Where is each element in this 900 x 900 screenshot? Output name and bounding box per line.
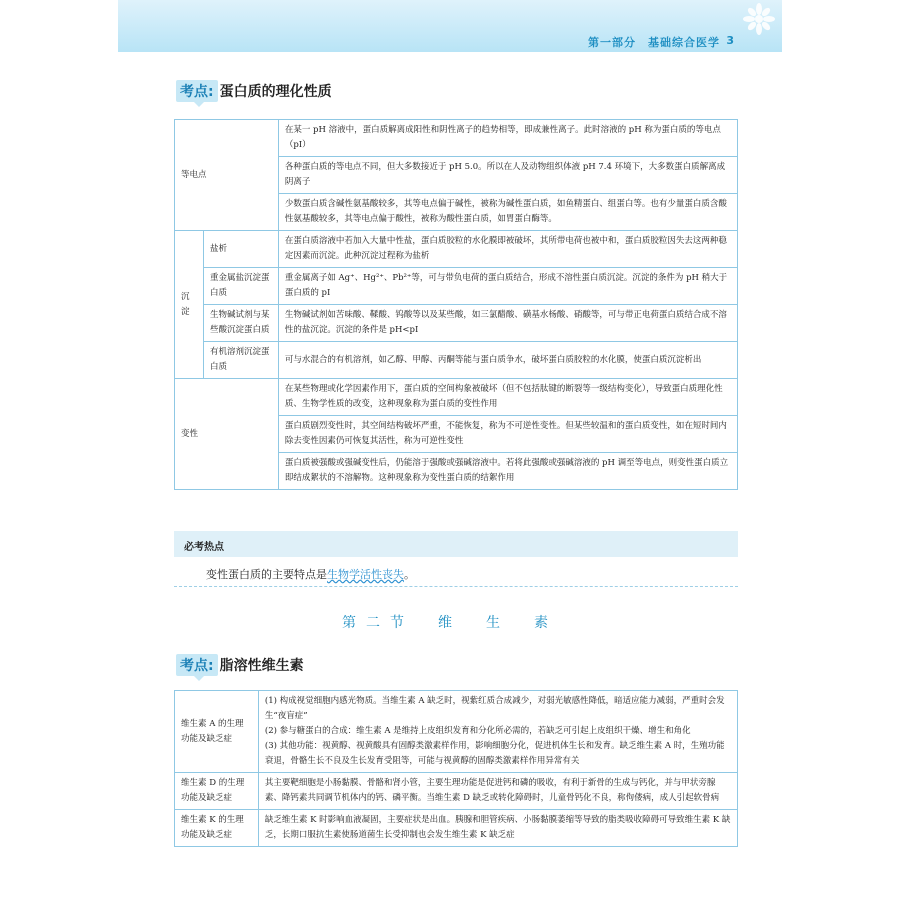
hot-answer: 生物学活性丧失	[327, 568, 404, 581]
table-row	[175, 773, 738, 810]
table-row	[175, 231, 738, 268]
category-cell: 维生素 D 的生理功能及缺乏症	[175, 773, 259, 810]
table-row	[175, 810, 738, 847]
protein-properties-table	[174, 119, 738, 490]
desc-cell: 在某些物理或化学因素作用下，蛋白质的空间构象被破坏（但不包括肽键的断裂等一级结构变化），导致蛋白质理化性质、生物学性质的改变，这种现象称为蛋白质的变性作用	[278, 379, 737, 416]
desc-cell: 少数蛋白质含碱性氨基酸较多，其等电点偏于碱性，被称为碱性蛋白质，如鱼精蛋白、组蛋白等。也有少量蛋白质含酸性氨基酸较多，其等电点偏于酸性，被称为酸性蛋白质，如胃蛋白酶等。	[278, 194, 737, 231]
page-header	[118, 0, 782, 52]
sub-cell: 重金属盐沉淀蛋白质	[203, 268, 278, 305]
snowflake-icon	[742, 2, 776, 36]
sub-cell: 生物碱试剂与某些酸沉淀蛋白质	[203, 305, 278, 342]
hot-question: 变性蛋白质的主要特点是	[206, 568, 327, 581]
category-cell: 沉淀	[175, 231, 204, 379]
kp2-tag: 考点:	[176, 654, 218, 676]
category-cell: 变性	[175, 379, 279, 490]
hot-points-box	[174, 531, 738, 557]
category-cell: 维生素 K 的生理功能及缺乏症	[175, 810, 259, 847]
desc-cell: 蛋白质被强酸或强碱变性后，仍能溶于强酸或强碱溶液中。若将此强酸或强碱溶液的 pH 调至等电点，则变性蛋白质立即结成絮状的不溶解物。这种现象称为变性蛋白质的结絮作用	[278, 453, 737, 490]
desc-cell: 各种蛋白质的等电点不同，但大多数接近于 pH 5.0。所以在人及动物组织体液 pH 7.4 环境下，大多数蛋白质解离成阴离子	[278, 157, 737, 194]
desc-cell: 在蛋白质溶液中若加入大量中性盐，蛋白质胶粒的水化膜即被破坏，其所带电荷也被中和，蛋白质胶粒因失去这两种稳定因素而沉淀。此种沉淀过程称为盐析	[278, 231, 737, 268]
kp2-heading	[176, 654, 304, 676]
vitamin-table	[174, 690, 738, 847]
header-title: 第一部分 基础综合医学	[588, 36, 720, 49]
divider	[174, 586, 738, 587]
desc-cell: 生物碱试剂如苦味酸、鞣酸、钨酸等以及某些酸，如三氯醋酸、磺基水杨酸、硝酸等，可与带正电荷蛋白质结合成不溶性的盐沉淀。沉淀的条件是 pH<pI	[278, 305, 737, 342]
kp1-heading	[176, 80, 332, 102]
category-cell: 等电点	[175, 120, 279, 231]
hot-points-title: 必考热点	[184, 542, 224, 553]
page-number: 3	[726, 34, 734, 47]
category-cell: 维生素 A 的生理功能及缺乏症	[175, 691, 259, 773]
sub-cell: 盐析	[203, 231, 278, 268]
desc-cell: 其主要靶细胞是小肠黏膜、骨骼和肾小管，主要生理功能是促进钙和磷的吸收，有利于新骨的生成与钙化，并与甲状旁腺素、降钙素共同调节机体内的钙、磷平衡。当维生素 D 缺乏或转化障碍时，儿童骨钙化不良，称佝偻病，成人引起软骨病	[258, 773, 737, 810]
kp1-title: 蛋白质的理化性质	[219, 84, 332, 100]
desc-cell: 在某一 pH 溶液中，蛋白质解离成阳性和阴性离子的趋势相等，即成兼性离子。此时溶液的 pH 称为蛋白质的等电点（pI）	[278, 120, 737, 157]
table-row	[175, 268, 738, 305]
sub-cell: 有机溶剂沉淀蛋白质	[203, 342, 278, 379]
table-row	[175, 691, 738, 773]
hot-points-text	[206, 566, 415, 582]
table-row	[175, 379, 738, 416]
desc-cell: 可与水混合的有机溶剂，如乙醇、甲醇、丙酮等能与蛋白质争水，破坏蛋白质胶粒的水化膜，使蛋白质沉淀析出	[278, 342, 737, 379]
table-row	[175, 342, 738, 379]
table-row	[175, 305, 738, 342]
table-row	[175, 120, 738, 157]
desc-cell: (1) 构成视觉细胞内感光物质。当维生素 A 缺乏时，视紫红质合成减少，对弱光敏感性降低，暗适应能力减弱，严重时会发生“夜盲症” (2) 参与糖蛋白的合成：维生素 A 是维持上皮组织发育和分化所必需的，若缺乏可引起上皮组织干燥、增生和角化 (3) 其他功能：视黄醇、视黄酸具有固醇类激素样作用，影响细胞分化，促进机体生长和发育。缺乏维生素 A 时，生殖功能衰退，骨骼生长不良及生长发育受阻等，可能与视黄醇的固醇类激素样作用异常有关	[258, 691, 737, 773]
desc-cell: 重金属离子如 Ag⁺、Hg²⁺、Pb²⁺等，可与带负电荷的蛋白质结合，形成不溶性蛋白质沉淀。沉淀的条件为 pH 稍大于蛋白质的 pI	[278, 268, 737, 305]
kp2-title: 脂溶性维生素	[219, 658, 304, 674]
kp1-tag: 考点:	[176, 80, 218, 102]
hot-end: 。	[404, 568, 415, 581]
section-title: 第二节 维 生 素	[342, 615, 558, 631]
desc-cell: 蛋白质剧烈变性时，其空间结构破坏严重，不能恢复，称为不可逆性变性。但某些较温和的蛋白质变性，如在短时间内除去变性因素仍可恢复其活性，称为可逆性变性	[278, 416, 737, 453]
desc-cell: 缺乏维生素 K 时影响血液凝固，主要症状是出血。胰腺和胆管疾病、小肠黏膜萎缩等导致的脂类吸收障碍可导致维生素 K 缺乏，长期口服抗生素使肠道菌生长受抑制也会发生维生素 K 缺乏症	[258, 810, 737, 847]
